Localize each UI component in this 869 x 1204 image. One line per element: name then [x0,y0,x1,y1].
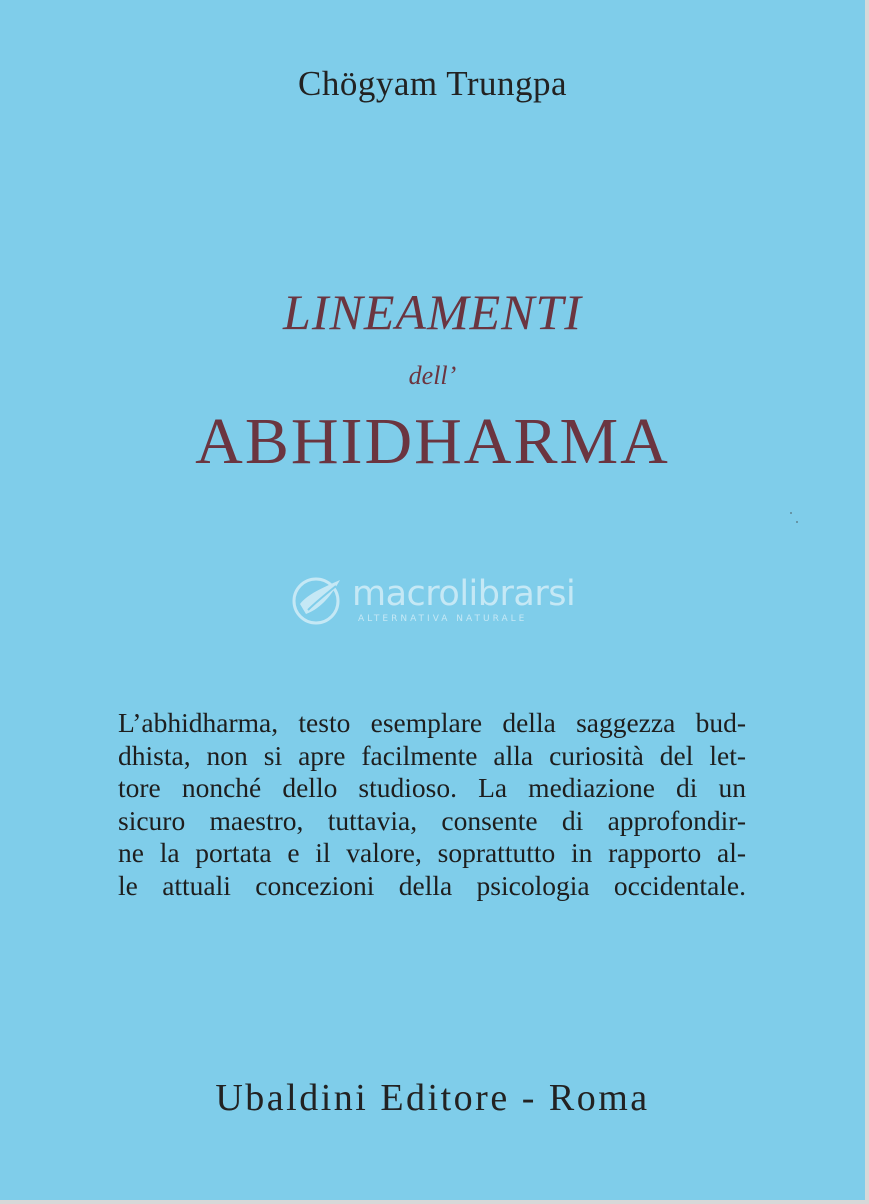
blurb-line: le attuali concezioni della psicologia occidentale. [118,869,746,901]
blurb-line: L’abhidharma, testo esemplare della saggezza bud- [118,707,746,738]
blurb-line: dhista, non si apre facilmente alla curiosità del let- [118,739,746,771]
publisher-imprint: Ubaldini Editore - Roma [215,1077,650,1119]
print-speck [796,521,798,523]
print-speck [790,512,792,514]
watermark-name: macrolibrarsi [352,574,576,614]
title-dell: dell’ [408,361,457,390]
blurb-text [118,707,746,902]
leaf-circle-logo-icon [288,574,346,628]
blurb-line: ne la portata e il valore, soprattutto in rapporto al- [118,837,746,868]
blurb-line: tore nonché dello studioso. La mediazione di un [118,772,746,803]
watermark [288,572,588,632]
title-abhidharma: ABHIDHARMA [195,405,670,478]
watermark-tagline: ALTERNATIVA NATURALE [358,614,528,624]
title-lineamenti: LINEAMENTI [283,284,582,340]
author-name: Chögyam Trungpa [297,64,568,103]
blurb-line: sicuro maestro, tuttavia, consente di approfondir- [118,804,746,836]
